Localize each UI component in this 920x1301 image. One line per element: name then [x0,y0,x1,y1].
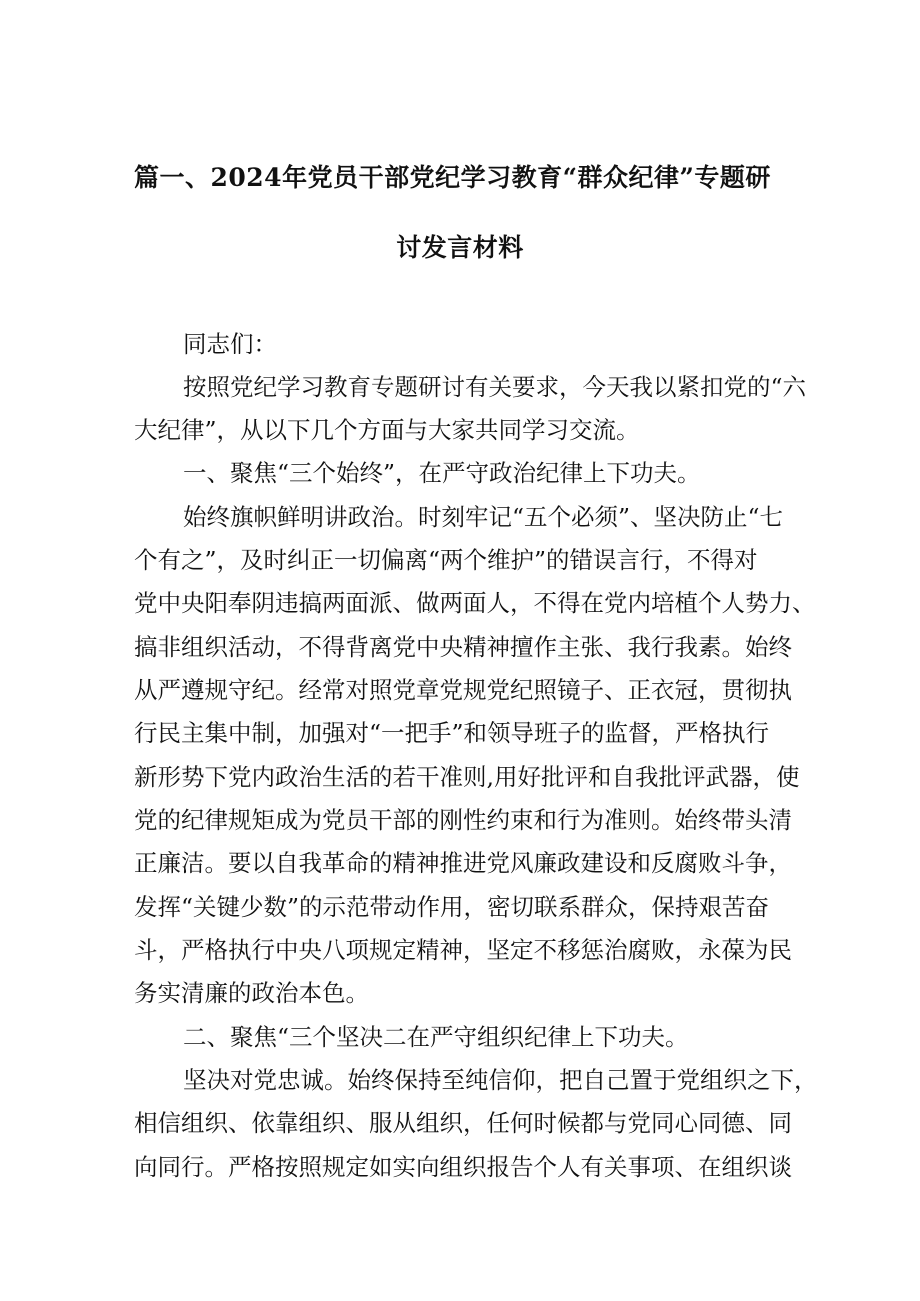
paragraph-line: 行民主集中制，加强对“一把手”和领导班子的监督，严格执行 [134,719,770,747]
paragraph-line: 向同行。严格按照规定如实向组织报告个人有关事项、在组织谈 [134,1153,792,1181]
paragraph-line: 坚决对党忠诚。始终保持至纯信仰，把自己置于党组织之下， [183,1066,818,1094]
paragraph-line: 党的纪律规矩成为党员干部的刚性约束和行为准则。始终带头清 [134,806,792,834]
paragraph-line: 发挥“关键少数”的示范带动作用，密切联系群众，保持艰苦奋 [134,893,770,921]
paragraph-line: 始终旗帜鲜明讲政治。时刻牢记“五个必须”、坚决防止“七 [183,503,784,531]
paragraph-line: 斗，严格执行中央八项规定精神，坚定不移惩治腐败，永葆为民 [134,936,792,964]
paragraph-line: 从严遵规守纪。经常对照党章党规党纪照镜子、正衣冠，贯彻执 [134,676,792,704]
paragraph-line: 正廉洁。要以自我革命的精神推进党风廉政建设和反腐败斗争， [134,849,792,877]
paragraph-line: 大纪律”，从以下几个方面与大家共同学习交流。 [134,416,640,444]
salutation: 同志们： [183,330,277,358]
paragraph-line: 新形势下党内政治生活的若干准则,用好批评和自我批评武器，使 [134,763,800,791]
paragraph-line: 按照党纪学习教育专题研讨有关要求，今天我以紧扣党的“六 [183,373,807,401]
document-title-line-2: 讨发言材料 [396,233,524,262]
document-title-line-1: 篇一、2024年党员干部党纪学习教育“群众纪律”专题研 [134,163,771,192]
paragraph-line: 搞非组织活动，不得背离党中央精神擅作主张、我行我素。始终 [134,633,792,661]
paragraph-line: 相信组织、依靠组织、服从组织，任何时候都与党同心同德、同 [134,1109,792,1137]
section-heading: 一、聚焦“三个始终”，在严守政治纪律上下功夫。 [183,459,701,487]
paragraph-line: 党中央阳奉阴违搞两面派、做两面人，不得在党内培植个人势力、 [134,589,816,617]
paragraph-line: 个有之”，及时纠正一切偏离“两个维护”的错误言行，不得对 [134,546,758,574]
section-heading: 二、聚焦“三个坚决二在严守组织纪律上下功夫。 [183,1023,689,1051]
paragraph-line: 务实清廉的政治本色。 [134,979,369,1007]
